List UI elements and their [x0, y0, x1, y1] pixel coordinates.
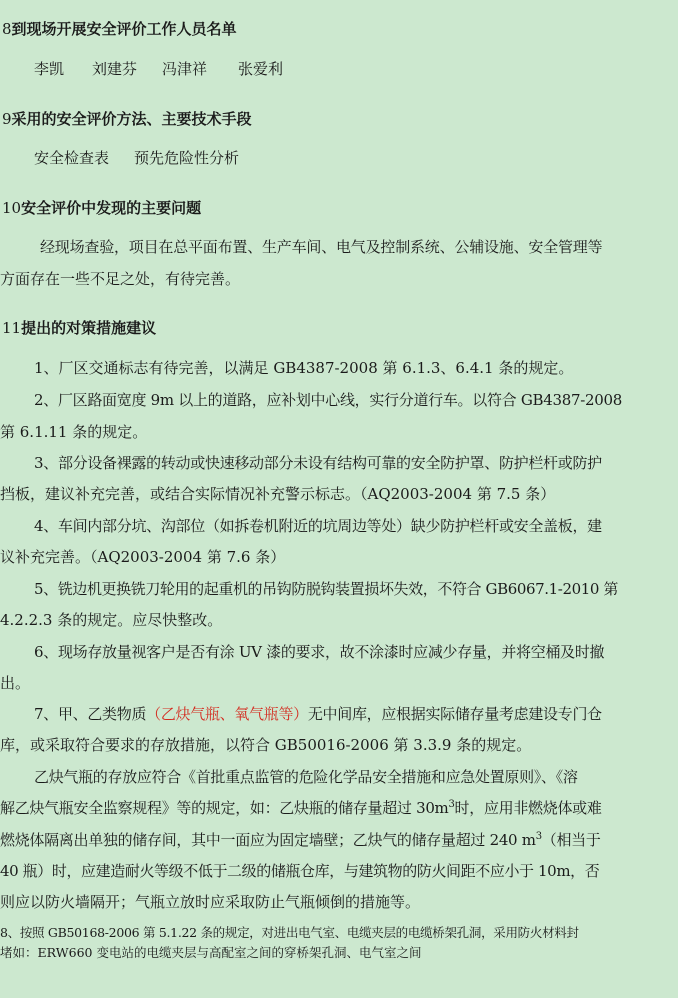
- acetylene-paragraph-line-1: 乙炔气瓶的存放应符合《首批重点监管的危险化学品安全措施和应急处置原则》、《溶: [34, 768, 578, 786]
- measure-3-line-1: 3、部分设备裸露的转动或快速移动部分未设有结构可靠的安全防护罩、防护栏杆或防护: [34, 454, 602, 472]
- measure-8-line-1: 8、按照 GB50168-2006 第 5.1.22 条的规定，对进出电气室、电缆夹层的电缆桥架孔洞，采用防火材料封: [0, 925, 579, 940]
- method-item: 安全检查表: [34, 149, 110, 167]
- evaluator-name: 张爱利: [238, 60, 284, 78]
- acetylene-paragraph-line-2: 解乙炔气瓶安全监察规程》等的规定，如：乙炔瓶的储存量超过 $30m^3$时，应用非燃烧体或难: [0, 799, 602, 817]
- acetylene-paragraph-line-3: 燃烧体隔离出单独的储存间，其中一面应为固定墙壁；乙炔气的储存量超过 240 $m^3$（相当于: [0, 831, 601, 849]
- evaluator-name: 李凯: [34, 60, 65, 78]
- measure-2-line-1: 2、厂区路面宽度 9m 以上的道路，应补划中心线，实行分道行车。以符合 GB4387-2008: [34, 391, 622, 409]
- measure-5-line-2: 4.2.2.3 条的规定。应尽快整改。: [0, 611, 223, 629]
- evaluator-names: [34, 58, 678, 80]
- measure-1: 1、厂区交通标志有待完善，以满足 GB4387-2008 第 6.1.3、6.4.1 条的规定。: [34, 359, 574, 377]
- evaluator-name: 冯津祥: [162, 60, 208, 78]
- measure-8-line-2: 堵如：ERW660 变电站的电缆夹层与高配室之间的穿桥架孔洞、电气室之间: [0, 945, 422, 960]
- hazard-material-highlight: （乙炔气瓶、氧气瓶等）: [146, 705, 308, 723]
- evaluation-methods: [34, 147, 678, 169]
- evaluator-name: 刘建芬: [92, 60, 138, 78]
- measure-5-line-1: 5、铣边机更换铣刀轮用的起重机的吊钩防脱钩装置损坏失效，不符合 GB6067.1-2010 第: [34, 580, 619, 598]
- issues-line-2: 方面存在一些不足之处，有待完善。: [0, 270, 241, 288]
- measure-7-line-2: 库，或采取符合要求的存放措施，以符合 GB50016-2006 第 3.3.9 条的规定。: [0, 736, 532, 754]
- acetylene-paragraph-line-4: 40 瓶）时，应建造耐火等级不低于二级的储瓶仓库，与建筑物的防火间距不应小于 10m，否: [0, 862, 600, 880]
- issues-line-1: 经现场查验，项目在总平面布置、生产车间、电气及控制系统、公辅设施、安全管理等: [40, 238, 603, 256]
- measure-7-line-1: 7、甲、乙类物质（乙炔气瓶、氧气瓶等）无中间库，应根据实际储存量考虑建设专门仓: [34, 705, 602, 723]
- measure-4-line-1: 4、车间内部分坑、沟部位（如拆卷机附近的坑周边等处）缺少防护栏杆或安全盖板，建: [34, 517, 602, 535]
- measure-2-line-2: 第 6.1.11 条的规定。: [0, 423, 148, 441]
- section-10-heading: 10安全评价中发现的主要问题: [2, 199, 202, 217]
- measure-6-line-2: 出。: [0, 674, 31, 692]
- method-item: 预先危险性分析: [134, 149, 240, 167]
- section-9-heading: 9采用的安全评价方法、主要技术手段: [2, 110, 252, 128]
- measure-3-line-2: 挡板，建议补充完善，或结合实际情况补充警示标志。（AQ2003-2004 第 7.5 条）: [0, 485, 556, 503]
- measure-6-line-1: 6、现场存放量视客户是否有涂 UV 漆的要求，故不涂漆时应减少存量，并将空桶及时撤: [34, 643, 605, 661]
- measure-4-line-2: 议补充完善。（AQ2003-2004 第 7.6 条）: [0, 548, 286, 566]
- acetylene-paragraph-line-5: 则应以防火墙隔开；气瓶立放时应采取防止气瓶倾倒的措施等。: [0, 893, 421, 911]
- section-11-heading: 11提出的对策措施建议: [2, 319, 157, 337]
- section-8-heading: 8到现场开展安全评价工作人员名单: [2, 20, 237, 38]
